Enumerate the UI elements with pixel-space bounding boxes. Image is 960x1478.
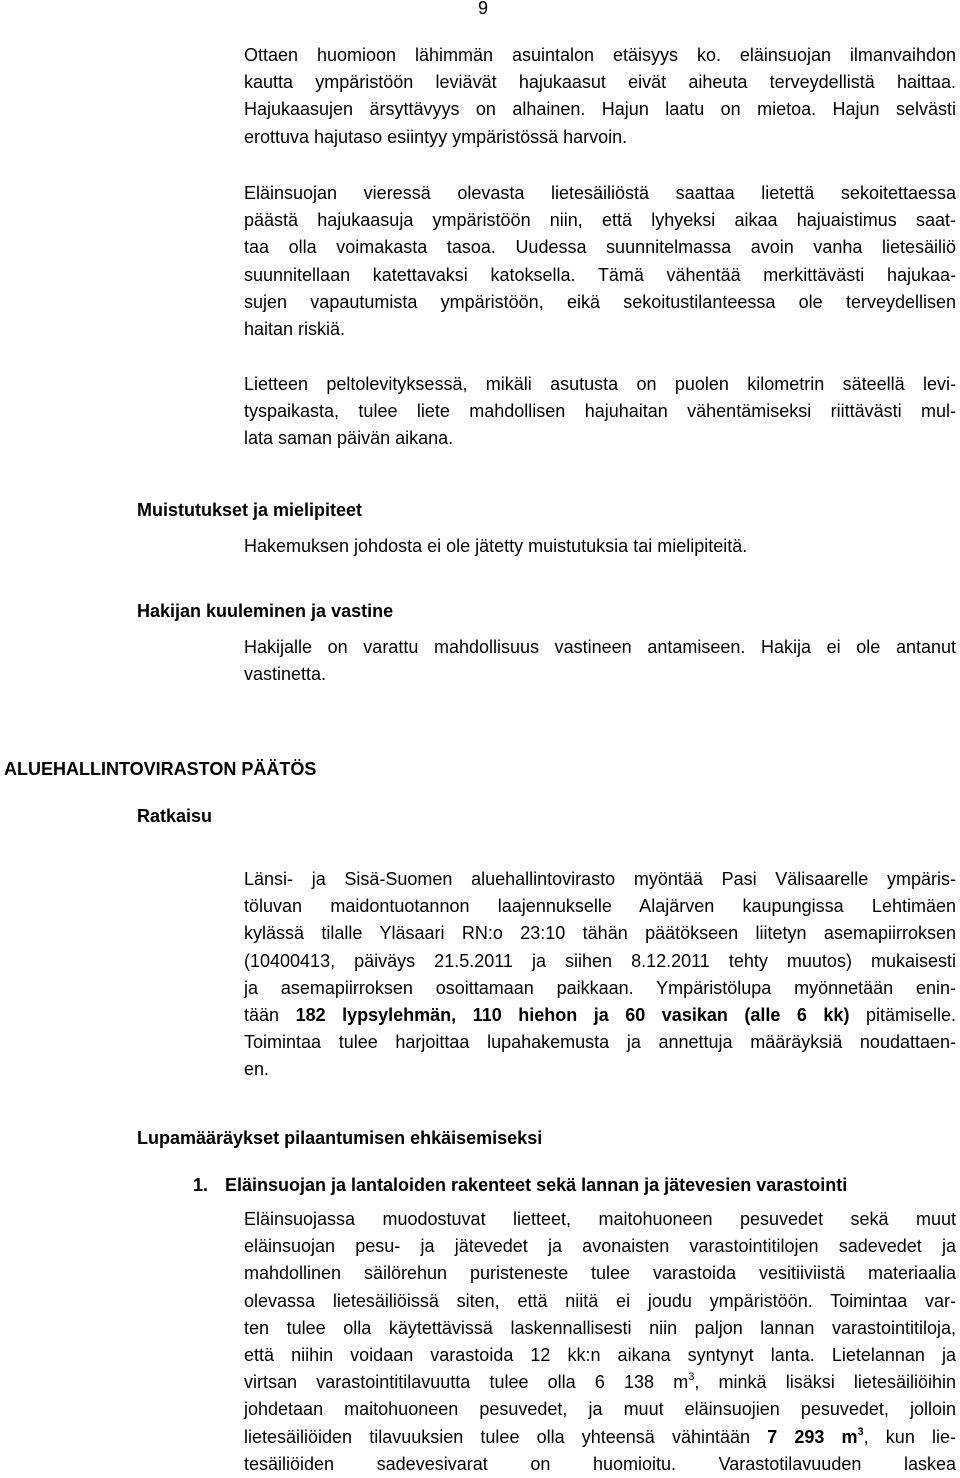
text-run: , minkä lisäksi lietesäiliöihin [694,1372,956,1393]
text-run: virtsan varastointitilavuutta tulee olla 6 138 m [244,1372,689,1393]
text-line: Eläinsuojan vieressä olevasta lietesäiliöstä saattaa lietettä sekoitettaessa [244,183,956,203]
paragraph-resolution [244,866,956,1084]
text-line: Hakijalle on varattu mahdollisuus vastineen antamiseen. Hakija ei ole antanut [244,637,956,657]
text-line: tyspaikasta, tulee liete mahdollisen hajuhaitan vähentämiseksi riittävästi mul- [244,401,956,422]
text-line: lata saman päivän aikana. [244,428,454,449]
text-run: lietesäiliöiden tilavuuksien tulee olla yhteensä vähintään [244,1426,768,1447]
superscript: 3 [857,1425,864,1438]
text-line: mahdollinen säilörehun puristeneste tulee varastoida vesitiiviistä materiaalia [244,1263,956,1284]
text-line: ja asemapiirroksen osoittamaan paikkaan. Ympäristölupa myönnetään enin- [244,977,956,998]
text-line: Länsi- ja Sisä-Suomen aluehallintovirasto myöntää Pasi Välisaarelle ympäris- [244,869,956,889]
text-line: töluvan maidontuotannon laajennukselle Alajärven kaupungissa Lehtimäen [244,896,956,917]
text-line: Lietteen peltolevityksessä, mikäli asutusta on puolen kilometrin säteellä levi- [244,374,956,394]
text-line: (10400413, päiväys 21.5.2011 ja siihen 8.12.2011 tehty muutos) mukaisesti [244,950,956,971]
text-line: johdetaan maitohuoneen pesuvedet, ja muut eläinsuojien pesuvedet, jolloin [244,1399,956,1420]
text-line: että niihin voidaan varastoida 12 kk:n aikana syntynyt lanta. Lietelannan ja [244,1345,956,1366]
text-line [244,1369,956,1396]
heading-permit-regulations: Lupamääräykset pilaantumisen ehkäisemiseksi [137,1128,543,1148]
paragraph-odor-intro [244,42,956,151]
text-line: taa olla voimakasta tasoa. Uudessa suunnitelmassa avoin vanha lietesäiliö [244,237,956,258]
paragraph-hearing [244,634,956,688]
text-line: tesäiliöiden sadevesivarat on huomioitu. Varastotilavuuden laskea [244,1453,956,1474]
text-line: erottuva hajutaso esiintyy ympäristössä harvoin. [244,126,628,147]
text-line: haitan riskiä. [244,319,346,340]
animal-count-bold: 182 lypsylehmän, 110 hiehon ja 60 vasikan (alle 6 kk) [295,1005,850,1026]
text-line: ten tulee olla käytettävissä laskennallisesti niin paljon lannan varastointitiloja, [244,1317,956,1338]
text-line [244,1424,956,1451]
text-line: olevassa lietesäiliöissä siten, että niitä ei joudu ympäristöön. Toimintaa var- [244,1290,956,1311]
text-line: Toimintaa tulee harjoittaa lupahakemusta ja annettuja määräyksiä noudattaen- [244,1032,956,1053]
paragraph-manure-storage [244,1206,956,1478]
text-run: pitämiselle. [849,1005,956,1026]
superscript: 3 [688,1371,695,1384]
text-line: kautta ympäristöön leviävät hajukaasut eivät aiheuta terveydellistä haittaa. [244,72,956,93]
paragraph-field-spreading [244,371,956,453]
text-run: tään [244,1005,296,1026]
text-line: päästä hajukaasuja ympäristöön niin, että lyhyeksi aikaa hajuaistimus saat- [244,210,956,231]
paragraph-objections [244,533,956,560]
text-line: Eläinsuojassa muodostuvat lietteet, maitohuoneen pesuvedet sekä muut [244,1209,956,1229]
text-line: Hakemuksen johdosta ei ole jätetty muistutuksia tai mielipiteitä. [244,536,748,556]
heading-objections: Muistutukset ja mielipiteet [137,500,363,520]
text-line: vastinetta. [244,664,327,685]
text-line: en. [244,1059,270,1080]
text-line: Ottaen huomioon lähimmän asuintalon etäisyys ko. eläinsuojan ilmanvaihdon [244,45,956,65]
heading-decision: ALUEHALLINTOVIRASTON PÄÄTÖS [4,759,317,779]
text-line: sujen vapautumista ympäristöön, eikä sekoitustilanteessa ole terveydellisen [244,291,956,312]
text-line: Hajukaasujen ärsyttävyys on alhainen. Hajun laatu on mietoa. Hajun selvästi [244,99,956,120]
text-run: , kun lie- [863,1426,956,1447]
heading-hearing: Hakijan kuuleminen ja vastine [137,601,394,621]
paragraph-slurry-tank [244,180,956,343]
text-line: eläinsuojan pesu- ja jätevedet ja avonaisten varastointitilojen sadevedet ja [244,1236,956,1257]
text-line: suunnitellaan katettavaksi katoksella. Tämä vähentää merkittävästi hajukaa- [244,264,956,285]
text-line: kylässä tilalle Yläsaari RN:o 23:10 tähän päätökseen liitetyn asemapiirroksen [244,923,956,944]
text-line [244,1002,956,1029]
list-item-number: 1. [193,1175,209,1195]
page-number: 9 [478,0,489,18]
heading-resolution: Ratkaisu [137,806,213,826]
volume-bold: 7 293 $m^3$ [767,1425,864,1447]
list-item-title: Eläinsuojan ja lantaloiden rakenteet sekä lannan ja jätevesien varastointi [225,1175,848,1195]
